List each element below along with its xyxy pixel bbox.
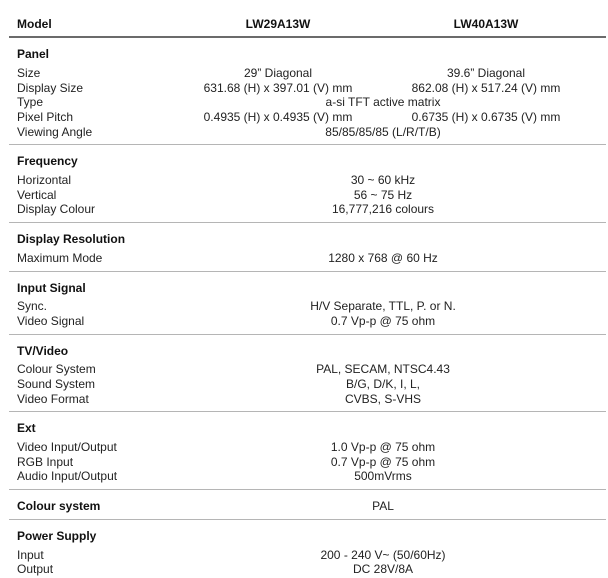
- colour-system-value: PAL, SECAM, NTSC4.43: [316, 362, 450, 376]
- audio-io-value: 500mVrms: [354, 469, 412, 483]
- sync-value: H/V Separate, TTL, P. or N.: [310, 299, 456, 313]
- section-title-display-resolution: Display Resolution: [17, 232, 126, 246]
- section-divider: [9, 222, 606, 223]
- section-title-frequency: Frequency: [17, 154, 78, 168]
- pixel-pitch-label: Pixel Pitch: [17, 110, 74, 124]
- video-signal-value: 0.7 Vp-p @ 75 ohm: [330, 314, 436, 328]
- power-output-label: Output: [17, 562, 54, 576]
- section-title-panel: Panel: [17, 47, 50, 61]
- section-divider: [9, 144, 606, 145]
- rgb-input-label: RGB Input: [17, 455, 74, 469]
- model-header-label: Model: [17, 17, 52, 31]
- section-title-input-signal: Input Signal: [17, 281, 86, 295]
- section-divider: [9, 519, 606, 520]
- section-divider: [9, 411, 606, 412]
- vertical-freq-value: 56 ~ 75 Hz: [353, 188, 413, 202]
- display-colour-value: 16,777,216 colours: [331, 202, 435, 216]
- horizontal-freq-value: 30 ~ 60 kHz: [350, 173, 416, 187]
- viewing-angle-value: 85/85/85/85 (L/R/T/B): [325, 125, 441, 139]
- section-title-colour-system: Colour system: [17, 499, 101, 513]
- video-io-value: 1.0 Vp-p @ 75 ohm: [330, 440, 436, 454]
- power-input-value: 200 - 240 V~ (50/60Hz): [320, 548, 446, 562]
- pixel-pitch-lw40: 0.6735 (H) x 0.6735 (V) mm: [411, 110, 561, 124]
- display-size-lw40: 862.08 (H) x 517.24 (V) mm: [411, 81, 561, 95]
- section-divider: [9, 334, 606, 335]
- sync-label: Sync.: [17, 299, 48, 313]
- vertical-freq-label: Vertical: [17, 188, 57, 202]
- panel-size-label: Size: [17, 66, 41, 80]
- rgb-input-value: 0.7 Vp-p @ 75 ohm: [330, 455, 436, 469]
- colour-system-label: Colour System: [17, 362, 96, 376]
- sound-system-label: Sound System: [17, 377, 96, 391]
- section-title-tv-video: TV/Video: [17, 344, 69, 358]
- display-colour-label: Display Colour: [17, 202, 96, 216]
- display-size-label: Display Size: [17, 81, 84, 95]
- panel-type-label: Type: [17, 95, 44, 109]
- panel-size-lw29: 29” Diagonal: [243, 66, 313, 80]
- section-title-ext: Ext: [17, 421, 36, 435]
- colour-system-pal-value: PAL: [372, 499, 394, 513]
- pixel-pitch-lw29: 0.4935 (H) x 0.4935 (V) mm: [203, 110, 353, 124]
- power-output-value: DC 28V/8A: [352, 562, 414, 576]
- viewing-angle-label: Viewing Angle: [17, 125, 93, 139]
- maximum-mode-value: 1280 x 768 @ 60 Hz: [328, 251, 438, 265]
- display-size-lw29: 631.68 (H) x 397.01 (V) mm: [203, 81, 353, 95]
- section-title-power-supply: Power Supply: [17, 529, 97, 543]
- model-lw29-header: LW29A13W: [245, 17, 311, 31]
- section-divider: [9, 489, 606, 490]
- video-io-label: Video Input/Output: [17, 440, 117, 454]
- section-divider: [9, 271, 606, 272]
- sound-system-value: B/G, D/K, I, L,: [345, 377, 421, 391]
- header-divider: [9, 36, 606, 38]
- power-input-label: Input: [17, 548, 44, 562]
- horizontal-freq-label: Horizontal: [17, 173, 72, 187]
- panel-type-value: a-si TFT active matrix: [325, 95, 441, 109]
- video-signal-label: Video Signal: [17, 314, 85, 328]
- video-format-label: Video Format: [17, 392, 89, 406]
- video-format-value: CVBS, S-VHS: [344, 392, 422, 406]
- model-lw40-header: LW40A13W: [453, 17, 519, 31]
- panel-size-lw40: 39.6” Diagonal: [446, 66, 526, 80]
- maximum-mode-label: Maximum Mode: [17, 251, 103, 265]
- audio-io-label: Audio Input/Output: [17, 469, 118, 483]
